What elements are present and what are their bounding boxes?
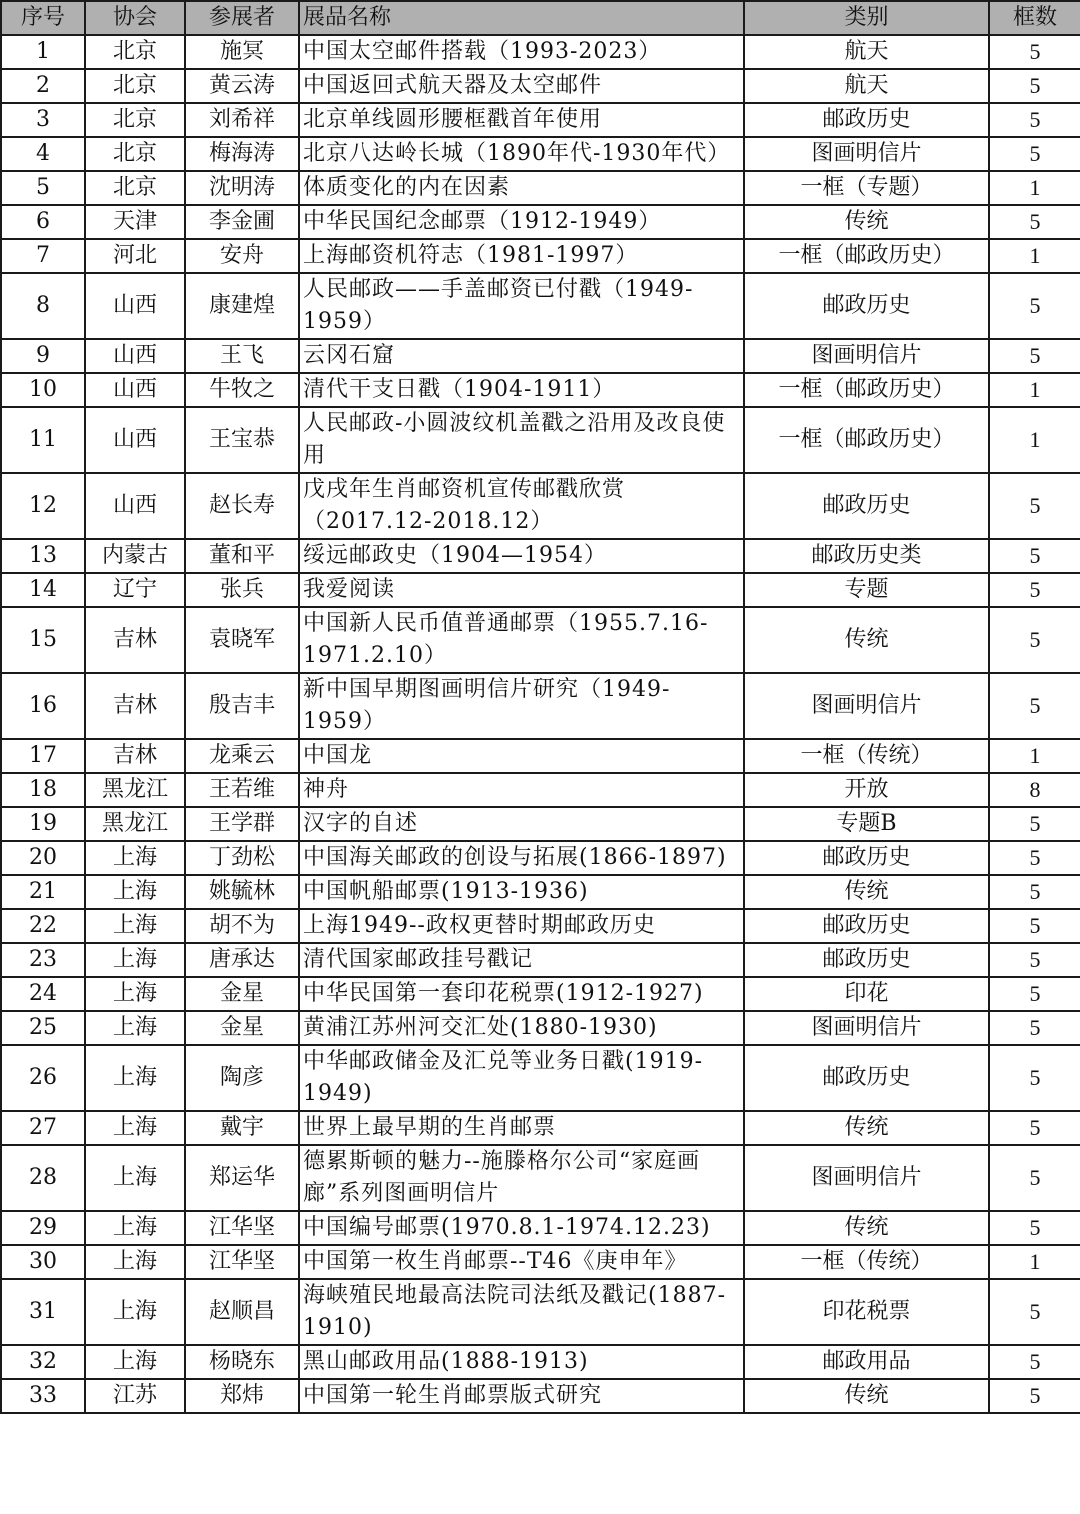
header-association: 协会 xyxy=(85,1,185,35)
cell-frames: 1 xyxy=(989,407,1080,473)
cell-number: 29 xyxy=(1,1211,85,1245)
cell-exhibitor: 刘希祥 xyxy=(185,103,299,137)
cell-exhibitor: 唐承达 xyxy=(185,943,299,977)
table-row xyxy=(1,573,1080,607)
cell-number: 25 xyxy=(1,1011,85,1045)
table-row xyxy=(1,1145,1080,1211)
cell-exhibitor: 牛牧之 xyxy=(185,373,299,407)
cell-association: 内蒙古 xyxy=(85,539,185,573)
cell-exhibit-title: 人民邮政——手盖邮资已付戳（1949-1959） xyxy=(299,273,744,339)
cell-number: 7 xyxy=(1,239,85,273)
cell-frames: 1 xyxy=(989,239,1080,273)
cell-frames: 5 xyxy=(989,1145,1080,1211)
cell-category: 传统 xyxy=(744,875,989,909)
cell-exhibit-title: 清代国家邮政挂号戳记 xyxy=(299,943,744,977)
cell-association: 山西 xyxy=(85,473,185,539)
table-row xyxy=(1,373,1080,407)
cell-frames: 5 xyxy=(989,607,1080,673)
cell-frames: 5 xyxy=(989,875,1080,909)
cell-category: 一框（邮政历史） xyxy=(744,407,989,473)
cell-number: 1 xyxy=(1,35,85,69)
cell-category: 一框（传统） xyxy=(744,739,989,773)
cell-frames: 5 xyxy=(989,103,1080,137)
cell-exhibit-title: 汉字的自述 xyxy=(299,807,744,841)
cell-frames: 5 xyxy=(989,1279,1080,1345)
cell-association: 山西 xyxy=(85,339,185,373)
table-row xyxy=(1,1045,1080,1111)
cell-association: 吉林 xyxy=(85,607,185,673)
cell-association: 上海 xyxy=(85,1045,185,1111)
cell-category: 传统 xyxy=(744,205,989,239)
cell-exhibitor: 陶彦 xyxy=(185,1045,299,1111)
cell-exhibit-title: 世界上最早期的生肖邮票 xyxy=(299,1111,744,1145)
cell-category: 传统 xyxy=(744,1379,989,1413)
cell-exhibit-title: 德累斯顿的魅力--施滕格尔公司“家庭画廊”系列图画明信片 xyxy=(299,1145,744,1211)
header-exhibitor: 参展者 xyxy=(185,1,299,35)
cell-category: 专题 xyxy=(744,573,989,607)
cell-exhibitor: 江华坚 xyxy=(185,1211,299,1245)
table-row xyxy=(1,137,1080,171)
cell-exhibit-title: 中国编号邮票(1970.8.1-1974.12.23) xyxy=(299,1211,744,1245)
cell-exhibit-title: 中国返回式航天器及太空邮件 xyxy=(299,69,744,103)
table-row xyxy=(1,909,1080,943)
cell-exhibitor: 江华坚 xyxy=(185,1245,299,1279)
cell-exhibitor: 王学群 xyxy=(185,807,299,841)
cell-association: 吉林 xyxy=(85,673,185,739)
cell-category: 图画明信片 xyxy=(744,1011,989,1045)
table-row xyxy=(1,1011,1080,1045)
cell-frames: 5 xyxy=(989,473,1080,539)
cell-number: 23 xyxy=(1,943,85,977)
cell-exhibit-title: 中国海关邮政的创设与拓展(1866-1897) xyxy=(299,841,744,875)
cell-exhibitor: 张兵 xyxy=(185,573,299,607)
cell-exhibit-title: 中国太空邮件搭载（1993-2023） xyxy=(299,35,744,69)
cell-exhibitor: 戴宇 xyxy=(185,1111,299,1145)
cell-number: 17 xyxy=(1,739,85,773)
cell-association: 吉林 xyxy=(85,739,185,773)
cell-exhibitor: 胡不为 xyxy=(185,909,299,943)
cell-category: 邮政历史 xyxy=(744,473,989,539)
table-row xyxy=(1,205,1080,239)
cell-number: 31 xyxy=(1,1279,85,1345)
cell-exhibitor: 金星 xyxy=(185,1011,299,1045)
cell-number: 9 xyxy=(1,339,85,373)
cell-number: 10 xyxy=(1,373,85,407)
table-row xyxy=(1,35,1080,69)
table-row xyxy=(1,239,1080,273)
cell-number: 12 xyxy=(1,473,85,539)
cell-category: 一框（邮政历史） xyxy=(744,239,989,273)
cell-category: 开放 xyxy=(744,773,989,807)
cell-exhibit-title: 中国新人民币值普通邮票（1955.7.16-1971.2.10） xyxy=(299,607,744,673)
cell-category: 邮政历史类 xyxy=(744,539,989,573)
cell-frames: 5 xyxy=(989,1211,1080,1245)
table-row xyxy=(1,103,1080,137)
cell-association: 上海 xyxy=(85,1111,185,1145)
cell-exhibitor: 王若维 xyxy=(185,773,299,807)
cell-number: 16 xyxy=(1,673,85,739)
cell-exhibitor: 王飞 xyxy=(185,339,299,373)
cell-exhibit-title: 戊戌年生肖邮资机宣传邮戳欣赏（2017.12-2018.12） xyxy=(299,473,744,539)
cell-frames: 5 xyxy=(989,1111,1080,1145)
cell-category: 传统 xyxy=(744,1211,989,1245)
table-row xyxy=(1,273,1080,339)
cell-association: 天津 xyxy=(85,205,185,239)
cell-exhibit-title: 黑山邮政用品(1888-1913) xyxy=(299,1345,744,1379)
cell-exhibit-title: 神舟 xyxy=(299,773,744,807)
cell-number: 22 xyxy=(1,909,85,943)
cell-frames: 5 xyxy=(989,339,1080,373)
cell-frames: 5 xyxy=(989,137,1080,171)
cell-association: 北京 xyxy=(85,137,185,171)
cell-number: 33 xyxy=(1,1379,85,1413)
cell-exhibit-title: 中华民国第一套印花税票(1912-1927) xyxy=(299,977,744,1011)
cell-frames: 5 xyxy=(989,807,1080,841)
cell-number: 26 xyxy=(1,1045,85,1111)
cell-exhibitor: 郑炜 xyxy=(185,1379,299,1413)
cell-number: 21 xyxy=(1,875,85,909)
cell-exhibitor: 施冥 xyxy=(185,35,299,69)
cell-exhibitor: 龙乘云 xyxy=(185,739,299,773)
cell-exhibit-title: 上海1949--政权更替时期邮政历史 xyxy=(299,909,744,943)
table-row xyxy=(1,1379,1080,1413)
cell-frames: 5 xyxy=(989,573,1080,607)
cell-exhibit-title: 新中国早期图画明信片研究（1949-1959） xyxy=(299,673,744,739)
table-row xyxy=(1,739,1080,773)
cell-exhibit-title: 绥远邮政史（1904—1954） xyxy=(299,539,744,573)
header-frames: 框数 xyxy=(989,1,1080,35)
cell-number: 14 xyxy=(1,573,85,607)
cell-number: 8 xyxy=(1,273,85,339)
cell-frames: 5 xyxy=(989,539,1080,573)
cell-exhibit-title: 人民邮政-小圆波纹机盖戳之沿用及改良使用 xyxy=(299,407,744,473)
cell-exhibitor: 殷吉丰 xyxy=(185,673,299,739)
table-row xyxy=(1,807,1080,841)
cell-number: 19 xyxy=(1,807,85,841)
header-number: 序号 xyxy=(1,1,85,35)
cell-category: 一框（专题） xyxy=(744,171,989,205)
table-row xyxy=(1,943,1080,977)
cell-association: 上海 xyxy=(85,943,185,977)
cell-frames: 5 xyxy=(989,841,1080,875)
cell-frames: 1 xyxy=(989,171,1080,205)
cell-frames: 5 xyxy=(989,977,1080,1011)
cell-exhibitor: 康建煌 xyxy=(185,273,299,339)
cell-exhibit-title: 中国第一轮生肖邮票版式研究 xyxy=(299,1379,744,1413)
cell-association: 上海 xyxy=(85,1279,185,1345)
cell-category: 图画明信片 xyxy=(744,1145,989,1211)
header-category: 类别 xyxy=(744,1,989,35)
cell-frames: 5 xyxy=(989,273,1080,339)
table-row xyxy=(1,171,1080,205)
cell-exhibit-title: 中国第一枚生肖邮票--T46《庚申年》 xyxy=(299,1245,744,1279)
cell-frames: 8 xyxy=(989,773,1080,807)
cell-number: 5 xyxy=(1,171,85,205)
cell-association: 上海 xyxy=(85,875,185,909)
cell-frames: 5 xyxy=(989,205,1080,239)
cell-number: 20 xyxy=(1,841,85,875)
cell-frames: 5 xyxy=(989,1345,1080,1379)
cell-association: 江苏 xyxy=(85,1379,185,1413)
cell-frames: 1 xyxy=(989,373,1080,407)
table-row xyxy=(1,673,1080,739)
cell-category: 印花 xyxy=(744,977,989,1011)
cell-association: 黑龙江 xyxy=(85,807,185,841)
cell-exhibit-title: 中国帆船邮票(1913-1936) xyxy=(299,875,744,909)
cell-exhibitor: 沈明涛 xyxy=(185,171,299,205)
cell-category: 航天 xyxy=(744,35,989,69)
cell-exhibit-title: 北京单线圆形腰框戳首年使用 xyxy=(299,103,744,137)
cell-category: 航天 xyxy=(744,69,989,103)
cell-exhibitor: 赵长寿 xyxy=(185,473,299,539)
table-row xyxy=(1,773,1080,807)
cell-association: 上海 xyxy=(85,1145,185,1211)
table-row xyxy=(1,1245,1080,1279)
cell-frames: 5 xyxy=(989,909,1080,943)
cell-exhibitor: 赵顺昌 xyxy=(185,1279,299,1345)
cell-frames: 5 xyxy=(989,35,1080,69)
cell-exhibitor: 董和平 xyxy=(185,539,299,573)
table-row xyxy=(1,1279,1080,1345)
cell-exhibit-title: 海峡殖民地最高法院司法纸及戳记(1887-1910) xyxy=(299,1279,744,1345)
cell-category: 邮政历史 xyxy=(744,841,989,875)
cell-category: 邮政历史 xyxy=(744,1045,989,1111)
table-row xyxy=(1,977,1080,1011)
cell-association: 辽宁 xyxy=(85,573,185,607)
cell-association: 上海 xyxy=(85,1345,185,1379)
cell-association: 上海 xyxy=(85,909,185,943)
cell-association: 山西 xyxy=(85,407,185,473)
cell-exhibitor: 王宝恭 xyxy=(185,407,299,473)
cell-association: 北京 xyxy=(85,171,185,205)
table-row xyxy=(1,339,1080,373)
cell-association: 北京 xyxy=(85,103,185,137)
cell-exhibitor: 郑运华 xyxy=(185,1145,299,1211)
table-row xyxy=(1,1345,1080,1379)
cell-frames: 5 xyxy=(989,673,1080,739)
table-row xyxy=(1,407,1080,473)
cell-exhibit-title: 云冈石窟 xyxy=(299,339,744,373)
cell-association: 黑龙江 xyxy=(85,773,185,807)
cell-category: 邮政用品 xyxy=(744,1345,989,1379)
cell-number: 3 xyxy=(1,103,85,137)
cell-number: 13 xyxy=(1,539,85,573)
cell-number: 32 xyxy=(1,1345,85,1379)
cell-exhibitor: 袁晓军 xyxy=(185,607,299,673)
cell-number: 24 xyxy=(1,977,85,1011)
cell-exhibit-title: 体质变化的内在因素 xyxy=(299,171,744,205)
cell-exhibitor: 金星 xyxy=(185,977,299,1011)
cell-association: 上海 xyxy=(85,1211,185,1245)
table-row xyxy=(1,69,1080,103)
cell-exhibit-title: 中华民国纪念邮票（1912-1949） xyxy=(299,205,744,239)
cell-exhibit-title: 上海邮资机符志（1981-1997） xyxy=(299,239,744,273)
table-row xyxy=(1,539,1080,573)
cell-number: 18 xyxy=(1,773,85,807)
cell-category: 图画明信片 xyxy=(744,339,989,373)
cell-number: 15 xyxy=(1,607,85,673)
cell-category: 专题B xyxy=(744,807,989,841)
table-row xyxy=(1,875,1080,909)
cell-association: 上海 xyxy=(85,977,185,1011)
cell-exhibit-title: 黄浦江苏州河交汇处(1880-1930) xyxy=(299,1011,744,1045)
cell-frames: 1 xyxy=(989,1245,1080,1279)
cell-exhibitor: 安舟 xyxy=(185,239,299,273)
cell-category: 一框（邮政历史） xyxy=(744,373,989,407)
cell-association: 山西 xyxy=(85,373,185,407)
cell-category: 图画明信片 xyxy=(744,673,989,739)
cell-category: 邮政历史 xyxy=(744,909,989,943)
cell-category: 邮政历史 xyxy=(744,273,989,339)
table-row xyxy=(1,1111,1080,1145)
cell-exhibit-title: 北京八达岭长城（1890年代-1930年代） xyxy=(299,137,744,171)
cell-exhibitor: 李金圃 xyxy=(185,205,299,239)
cell-association: 上海 xyxy=(85,1245,185,1279)
cell-category: 邮政历史 xyxy=(744,103,989,137)
cell-number: 28 xyxy=(1,1145,85,1211)
cell-number: 11 xyxy=(1,407,85,473)
cell-number: 27 xyxy=(1,1111,85,1145)
cell-association: 上海 xyxy=(85,841,185,875)
cell-association: 山西 xyxy=(85,273,185,339)
cell-category: 邮政历史 xyxy=(744,943,989,977)
table-body xyxy=(1,35,1080,1413)
cell-frames: 1 xyxy=(989,739,1080,773)
cell-number: 6 xyxy=(1,205,85,239)
cell-category: 传统 xyxy=(744,1111,989,1145)
cell-category: 传统 xyxy=(744,607,989,673)
cell-exhibitor: 杨晓东 xyxy=(185,1345,299,1379)
cell-exhibitor: 梅海涛 xyxy=(185,137,299,171)
cell-frames: 5 xyxy=(989,1379,1080,1413)
table-row xyxy=(1,1211,1080,1245)
table-header xyxy=(1,1,1080,35)
table-row xyxy=(1,473,1080,539)
cell-category: 一框（传统） xyxy=(744,1245,989,1279)
cell-category: 图画明信片 xyxy=(744,137,989,171)
cell-number: 30 xyxy=(1,1245,85,1279)
cell-exhibit-title: 我爱阅读 xyxy=(299,573,744,607)
cell-exhibitor: 黄云涛 xyxy=(185,69,299,103)
cell-association: 河北 xyxy=(85,239,185,273)
cell-exhibit-title: 中华邮政储金及汇兑等业务日戳(1919-1949) xyxy=(299,1045,744,1111)
table-row xyxy=(1,607,1080,673)
cell-frames: 5 xyxy=(989,943,1080,977)
cell-exhibitor: 丁劲松 xyxy=(185,841,299,875)
cell-exhibit-title: 清代干支日戳（1904-1911） xyxy=(299,373,744,407)
cell-association: 北京 xyxy=(85,69,185,103)
cell-association: 北京 xyxy=(85,35,185,69)
cell-frames: 5 xyxy=(989,1011,1080,1045)
cell-exhibitor: 姚毓林 xyxy=(185,875,299,909)
cell-association: 上海 xyxy=(85,1011,185,1045)
header-row xyxy=(1,1,1080,35)
header-exhibit-title: 展品名称 xyxy=(299,1,744,35)
cell-frames: 5 xyxy=(989,69,1080,103)
cell-exhibit-title: 中国龙 xyxy=(299,739,744,773)
cell-category: 印花税票 xyxy=(744,1279,989,1345)
cell-number: 4 xyxy=(1,137,85,171)
cell-number: 2 xyxy=(1,69,85,103)
cell-frames: 5 xyxy=(989,1045,1080,1111)
table-row xyxy=(1,841,1080,875)
